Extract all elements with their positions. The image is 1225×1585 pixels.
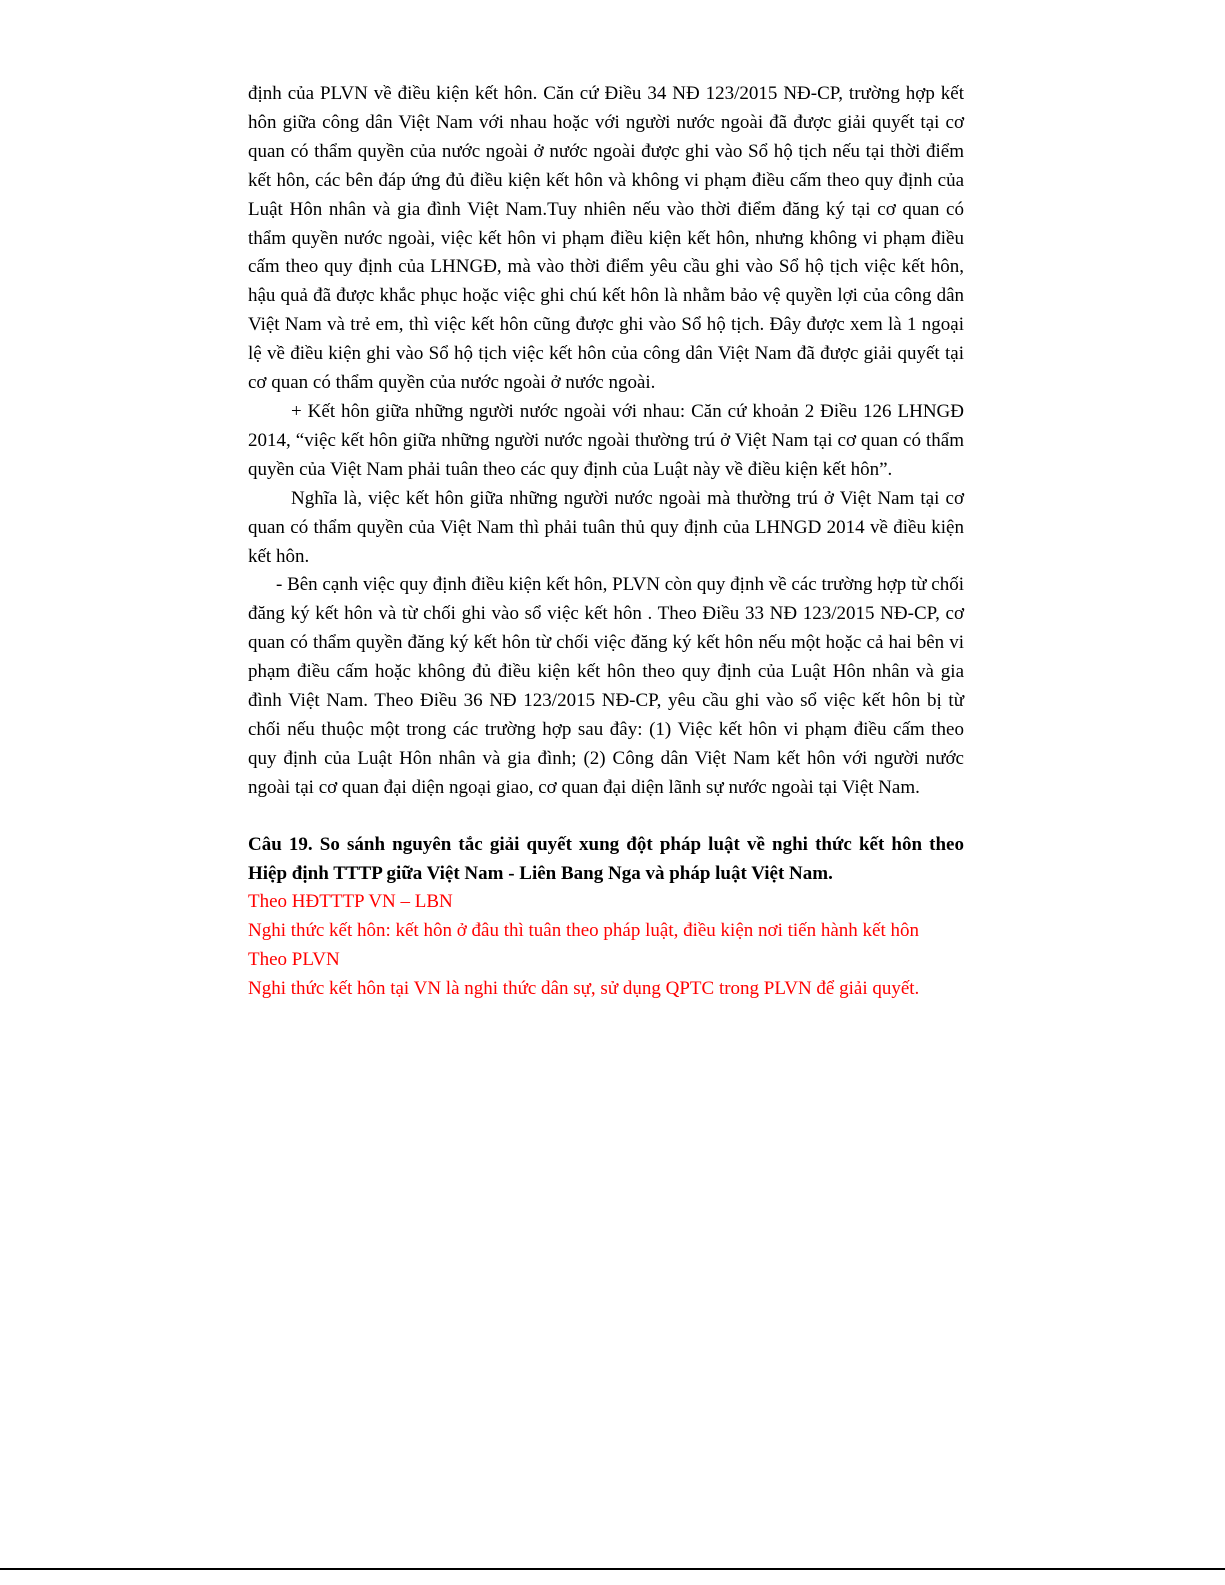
page-bottom-rule [0,1568,1225,1570]
paragraph-foreigners-marriage: + Kết hôn giữa những người nước ngoài với nhau: Căn cứ khoản 2 Điều 126 LHNGĐ 2014, “việc kết hôn giữa những người nước ngoài thường trú ở Việt Nam tại cơ quan có thẩm quyền của Việt Nam phải tuân theo các quy định của Luật này về điều kiện kết hôn”. [248,400,964,480]
answer-line-plvn-label: Theo PLVN [248,949,340,971]
answer-line-treaty-label: Theo HĐTTTP VN – LBN [248,891,453,913]
paragraph-meaning: Nghĩa là, việc kết hôn giữa những người nước ngoài mà thường trú ở Việt Nam tại cơ quan có thẩm quyền của Việt Nam thì phải tuân thủ quy định của LHNGD 2014 về điều kiện kết hôn. [248,487,964,567]
paragraph-marriage-registration-abroad: định của PLVN về điều kiện kết hôn. Căn cứ Điều 34 NĐ 123/2015 NĐ-CP, trường hợp kết hôn giữa công dân Việt Nam với nhau hoặc với người nước ngoài đã được giải quyết tại cơ quan có thẩm quyền của nước ngoài ở nước ngoài được ghi vào Sổ hộ tịch nếu tại thời điểm kết hôn, các bên đáp ứng đủ điều kiện kết hôn và không vi phạm điều cấm theo quy định của Luật Hôn nhân và gia đình Việt Nam.Tuy nhiên nếu vào thời điểm đăng ký tại cơ quan có thẩm quyền nước ngoài, việc kết hôn vi phạm điều kiện kết hôn, nhưng không vi phạm điều cấm theo quy định của LHNGĐ, mà vào thời điểm yêu cầu ghi vào Sổ hộ tịch việc kết hôn, hậu quả đã được khắc phục hoặc việc ghi chú kết hôn là nhằm bảo vệ quyền lợi của công dân Việt Nam và trẻ em, thì việc kết hôn cũng được ghi vào Sổ hộ tịch. Đây được xem là 1 ngoại lệ về điều kiện ghi vào Sổ hộ tịch việc kết hôn của công dân Việt Nam đã được giải quyết tại cơ quan có thẩm quyền của nước ngoài ở nước ngoài. [248,83,964,394]
answer-line-treaty-content: Nghi thức kết hôn: kết hôn ở đâu thì tuân theo pháp luật, điều kiện nơi tiến hành kết hôn [248,920,919,942]
answer-line-plvn-content: Nghi thức kết hôn tại VN là nghi thức dân sự, sử dụng QPTC trong PLVN để giải quyết. [248,978,920,1000]
paragraph-refusal-cases: - Bên cạnh việc quy định điều kiện kết hôn, PLVN còn quy định về các trường hợp từ chối đăng ký kết hôn và từ chối ghi vào sổ việc kết hôn . Theo Điều 33 NĐ 123/2015 NĐ-CP, cơ quan có thẩm quyền đăng ký kết hôn từ chối việc đăng ký kết hôn nếu một hoặc cả hai bên vi phạm điều cấm hoặc không đủ điều kiện kết hôn theo quy định của Luật Hôn nhân và gia đình Việt Nam. Theo Điều 36 NĐ 123/2015 NĐ-CP, yêu cầu ghi vào sổ việc kết hôn bị từ chối nếu thuộc một trong các trường hợp sau đây: (1) Việc kết hôn vi phạm điều cấm theo quy định của Luật Hôn nhân và gia đình; (2) Công dân Việt Nam kết hôn với người nước ngoài tại cơ quan đại diện ngoại giao, cơ quan đại diện lãnh sự nước ngoài tại Việt Nam. [248,574,964,798]
document-page [248,80,964,1004]
question-heading: Câu 19. So sánh nguyên tắc giải quyết xung đột pháp luật về nghi thức kết hôn theo Hiệp định TTTP giữa Việt Nam - Liên Bang Nga và pháp luật Việt Nam. [248,833,964,884]
section-spacer [248,803,964,831]
